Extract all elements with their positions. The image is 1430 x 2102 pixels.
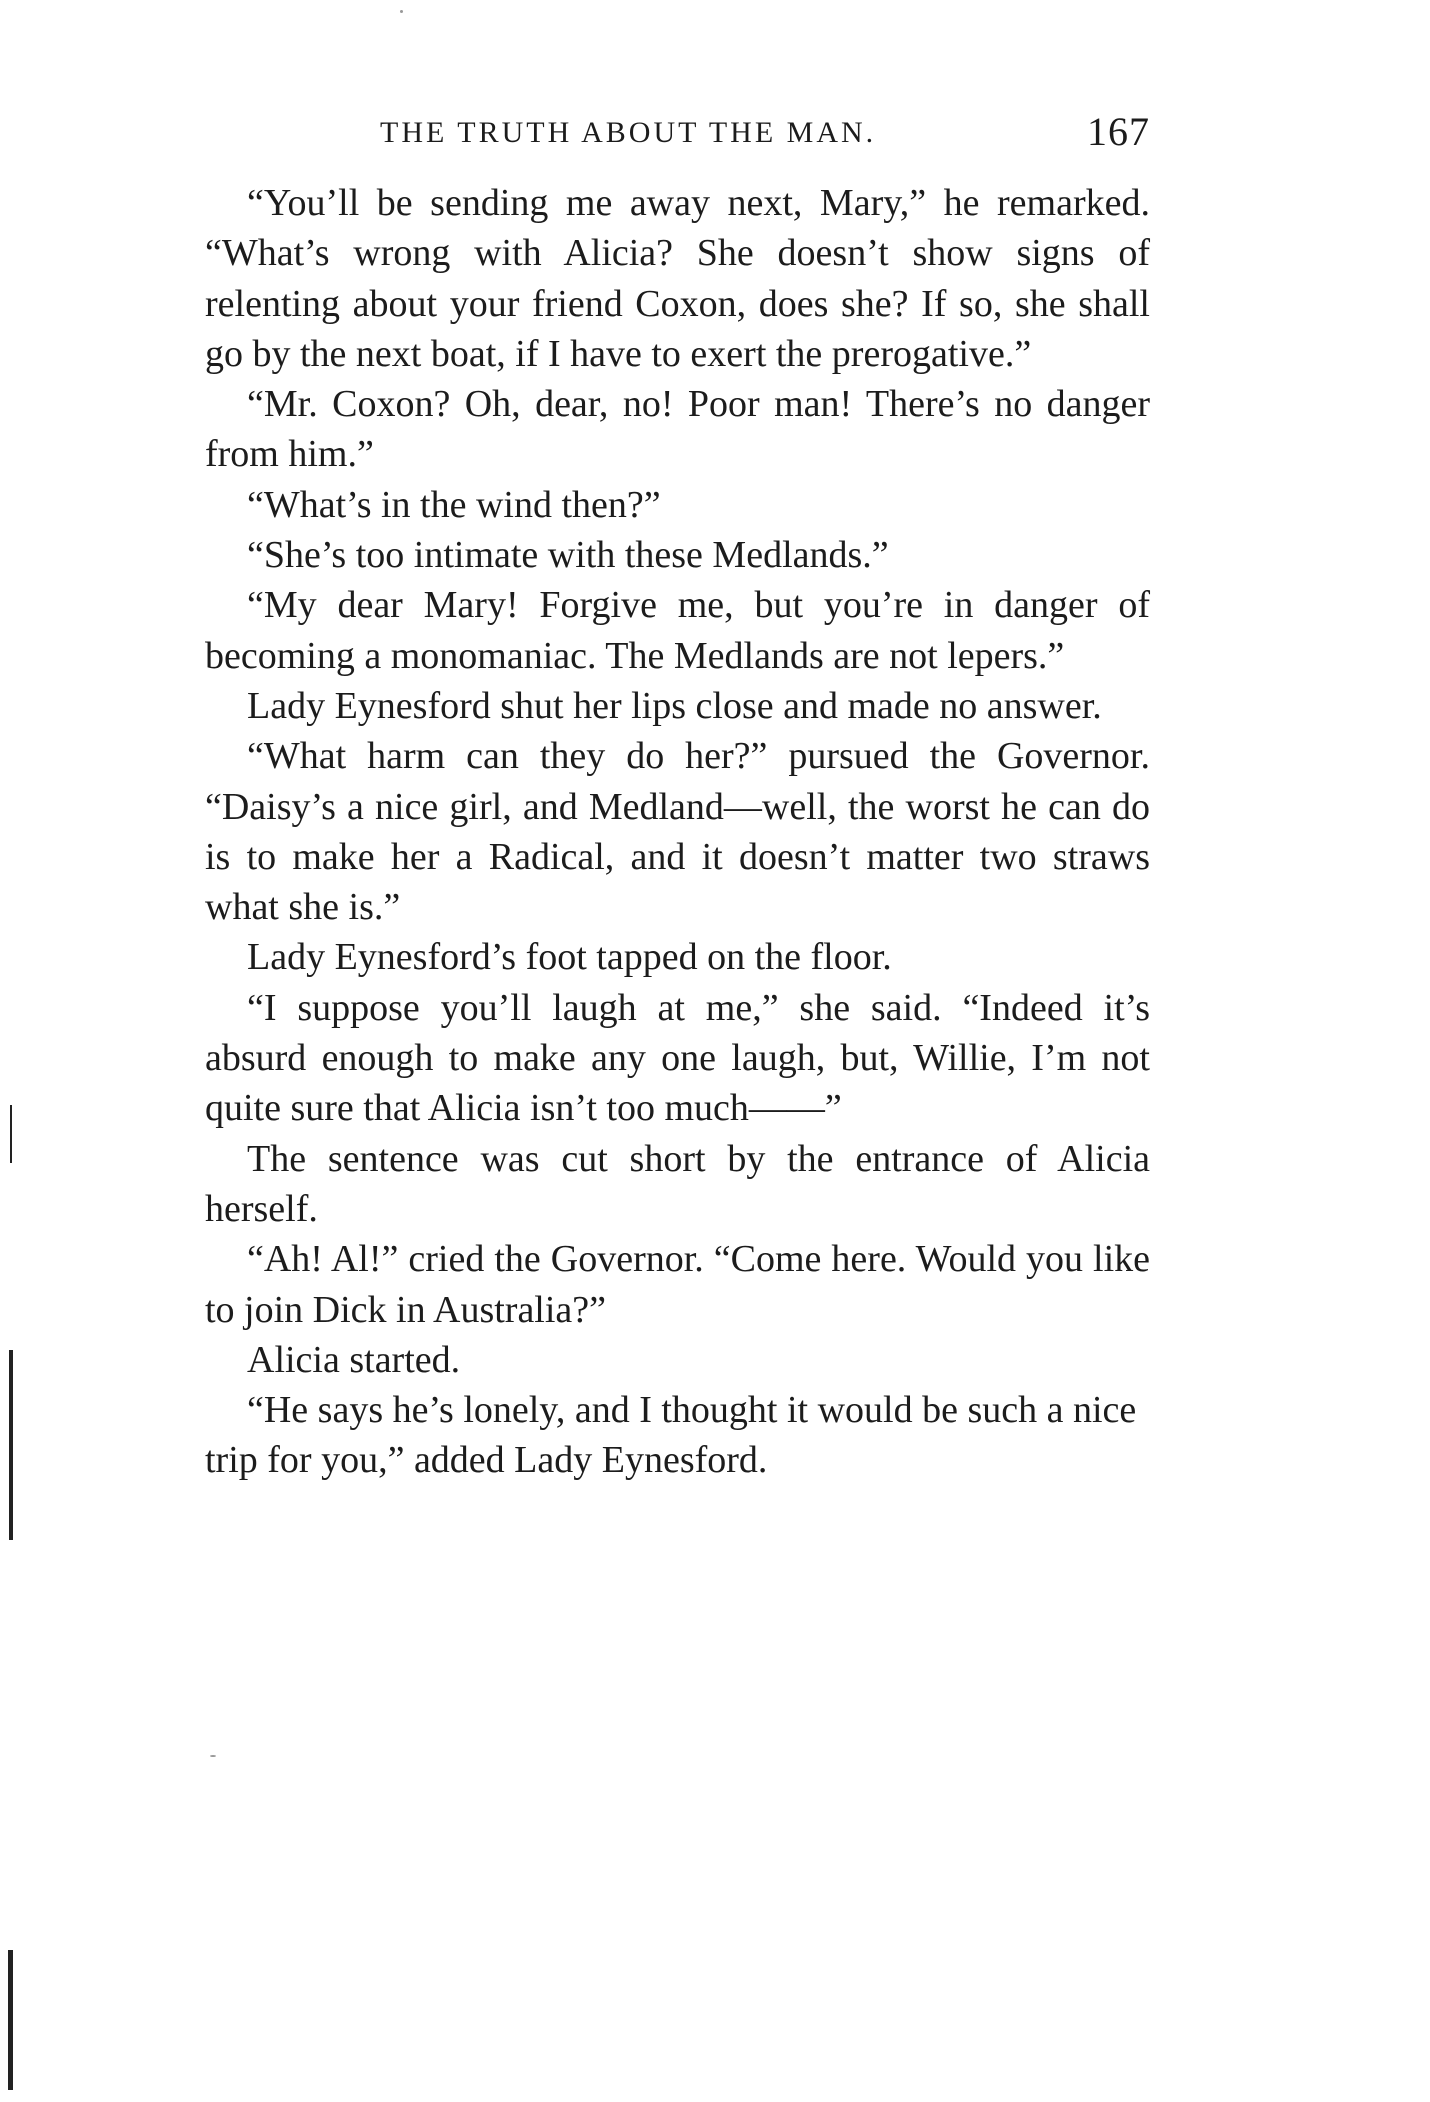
scan-speck bbox=[400, 10, 403, 13]
paragraph: “She’s too intimate with these Medlands.” bbox=[247, 534, 889, 577]
binding-edge-mark bbox=[10, 1105, 12, 1163]
running-head: THE TRUTH ABOUT THE MAN. bbox=[380, 116, 877, 149]
paragraph: “My dear Mary! Forgive me, but you’re in danger of becoming a monomaniac. The Medlands are not lepers.” bbox=[205, 584, 1150, 677]
scan-speck bbox=[210, 1755, 216, 1757]
paragraph: “You’ll be sending me away next, Mary,” he remarked. “What’s wrong with Alicia? She doesn’t show signs of relenting about your friend Coxon, does she? If so, she shall go by the next boat, if I have to exert the prerogative.” bbox=[205, 182, 1150, 375]
binding-edge-mark bbox=[9, 1350, 13, 1540]
paragraph: Lady Eynesford shut her lips close and made no answer. bbox=[247, 684, 1102, 727]
paragraph: “What harm can they do her?” pursued the Governor. “Daisy’s a nice girl, and Medland—well, the worst he can do is to make her a Radical, and it doesn’t matter two straws what she is.” bbox=[205, 735, 1150, 929]
page-header bbox=[205, 108, 1150, 156]
paragraph: “He says he’s lonely, and I thought it would be such a nice trip for you,” added Lady Eynesford. bbox=[205, 1389, 1137, 1482]
paragraph: “What’s in the wind then?” bbox=[247, 483, 661, 526]
paragraph: “Ah! Al!” cried the Governor. “Come here. Would you like to join Dick in Australia?” bbox=[205, 1238, 1150, 1331]
binding-edge-mark bbox=[8, 1950, 13, 2090]
body-text bbox=[205, 178, 1150, 1486]
page-number: 167 bbox=[1087, 109, 1150, 154]
paragraph: Alicia started. bbox=[247, 1338, 461, 1381]
paragraph: Lady Eynesford’s foot tapped on the floor. bbox=[247, 936, 892, 979]
paragraph: “Mr. Coxon? Oh, dear, no! Poor man! There’s no danger from him.” bbox=[205, 383, 1150, 476]
paragraph: The sentence was cut short by the entrance of Alicia herself. bbox=[205, 1137, 1150, 1230]
paragraph: “I suppose you’ll laugh at me,” she said. “Indeed it’s absurd enough to make any one laugh, but, Willie, I’m not quite sure that Alicia isn’t too much——” bbox=[205, 986, 1150, 1130]
